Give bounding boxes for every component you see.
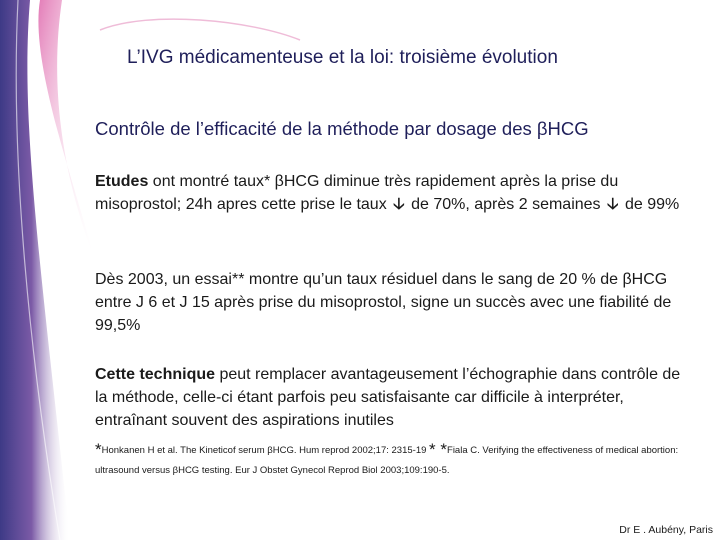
etudes-text-a: ont montré taux* βHCG diminue très rapidement après la prise du misoprostol; 24h apres cette prise le taux xyxy=(95,173,619,213)
ref-fiala: Fiala C. Verifying the effectiveness of medical abortion: ultrasound versus βHCG testing. Eur J Obstet Gynecol Reprod Biol 2003;109:190-5. xyxy=(95,445,679,476)
author-credit: Dr E . Aubény, Paris xyxy=(619,524,713,536)
left-pink-swoosh xyxy=(38,0,95,260)
ref-star-1: * xyxy=(95,440,102,459)
etudes-text-c: de 99% xyxy=(620,196,680,213)
ref-star-2: * * xyxy=(429,440,448,459)
references xyxy=(95,440,705,481)
etudes-bold: Etudes xyxy=(95,173,149,190)
technique-text: peut remplacer avantageusement l’échographie dans contrôle de la méthode, celle-ci étant parfois peu satisfaisante car difficile à interpréter, entraînant souvent des aspirations inutiles xyxy=(95,366,681,429)
technique-bold: Cette technique xyxy=(95,366,216,383)
paragraph-cette-technique xyxy=(95,363,695,432)
left-purple-band xyxy=(0,0,70,540)
down-arrow-icon: 🡣 xyxy=(607,196,619,213)
paragraph-essai-2003: Dès 2003, un essai** montre qu’un taux résiduel dans le sang de 20 % de βHCG entre J 6 et J 15 après prise du misoprostol, signe un succès avec une fiabilité de 99,5% xyxy=(95,271,672,334)
etudes-text-b: de 70%, après 2 semaines xyxy=(406,196,605,213)
ref-honkanen: Honkanen H et al. The Kineticof serum βHCG. Hum reprod 2002;17: 2315-19 xyxy=(101,445,430,456)
paragraph-etudes xyxy=(95,170,695,216)
section-heading: Contrôle de l’efficacité de la méthode par dosage des βHCG xyxy=(95,118,589,139)
down-arrow-icon: 🡣 xyxy=(393,196,405,213)
top-pink-arc xyxy=(100,19,300,40)
slide-title: L’IVG médicamenteuse et la loi: troisième évolution xyxy=(127,47,558,68)
